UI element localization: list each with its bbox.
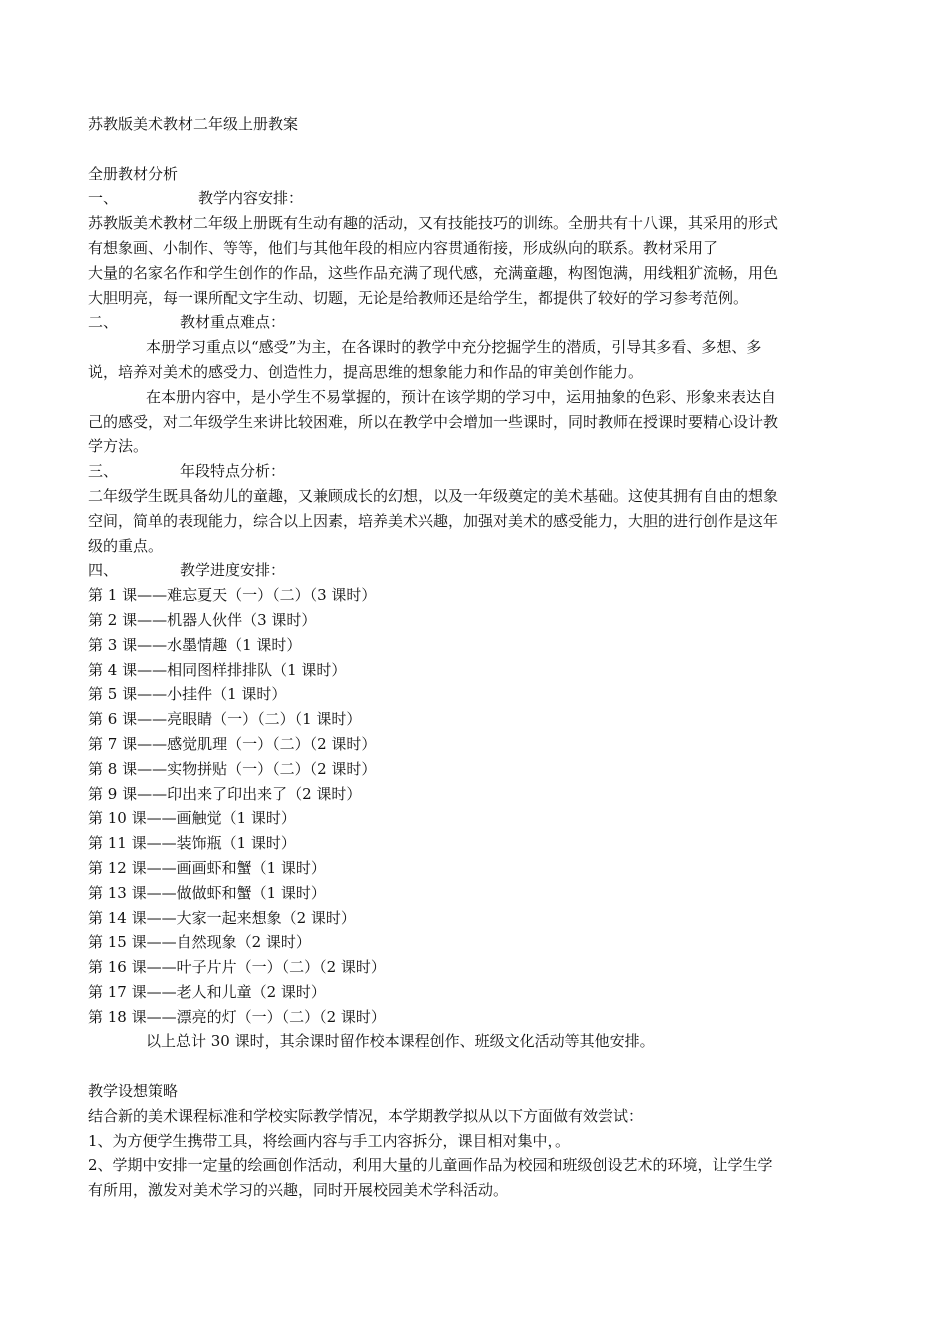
lesson-item: 第 14 课——大家一起来想象（2 课时） bbox=[88, 908, 356, 927]
section-1-text: 苏教版美术教材二年级上册既有生动有趣的活动，又有技能技巧的训练。全册共有十八课，其采用的形式 bbox=[88, 214, 779, 233]
lesson-item: 第 17 课——老人和儿童（2 课时） bbox=[88, 982, 326, 1001]
section-2-heading bbox=[88, 310, 864, 335]
strategy-heading: 教学设想策略 bbox=[88, 1082, 179, 1101]
section-2-paragraph-1: 本册学习重点以“感受”为主，在各课时的教学中充分挖掘学生的潜质，引导其多看、多想、多 bbox=[146, 338, 762, 357]
section-2-paragraph-2: 在本册内容中，是小学生不易掌握的，预计在该学期的学习中，运用抽象的色彩、形象来表达自 bbox=[146, 387, 777, 406]
lesson-item: 第 9 课——印出来了印出来了（2 课时） bbox=[88, 784, 362, 803]
lesson-item: 第 10 课——画触觉（1 课时） bbox=[88, 809, 296, 828]
section-3-number: 三、 bbox=[88, 462, 119, 481]
section-2-number: 二、 bbox=[88, 313, 119, 332]
strategy-item-2: 有所用，激发对美术学习的兴趣，同时开展校园美术学科活动。 bbox=[88, 1181, 509, 1200]
document-page bbox=[88, 112, 864, 1203]
lesson-item: 第 6 课——亮眼睛（一）（二）（1 课时） bbox=[88, 710, 362, 729]
lesson-list bbox=[88, 583, 864, 1029]
lesson-item: 第 3 课——水墨情趣（1 课时） bbox=[88, 635, 302, 654]
section-3-text: 二年级学生既具备幼儿的童趣，又兼顾成长的幻想，以及一年级奠定的美术基础。这使其拥有自由的想象 bbox=[88, 486, 779, 505]
lesson-item: 第 5 课——小挂件（1 课时） bbox=[88, 685, 287, 704]
spacer bbox=[88, 137, 864, 162]
section-4-number: 四、 bbox=[88, 561, 119, 580]
section-2-title: 教材重点难点： bbox=[180, 313, 286, 332]
section-4-heading bbox=[88, 558, 864, 583]
lesson-item: 第 16 课——叶子片片（一）（二）（2 课时） bbox=[88, 958, 386, 977]
section-3-title: 年段特点分析： bbox=[180, 462, 286, 481]
lesson-item: 第 13 课——做做虾和蟹（1 课时） bbox=[88, 883, 326, 902]
section-2-paragraph-1: 说，培养对美术的感受力、创造性力，提高思维的想象能力和作品的审美创作能力。 bbox=[88, 362, 644, 381]
lesson-item: 第 18 课——漂亮的灯（一）（二）（2 课时） bbox=[88, 1007, 386, 1026]
document-title: 苏教版美术教材二年级上册教案 bbox=[88, 115, 299, 133]
lesson-summary: 以上总计 30 课时，其余课时留作校本课程创作、班级文化活动等其他安排。 bbox=[146, 1032, 655, 1051]
lesson-item: 第 7 课——感觉肌理（一）（二）（2 课时） bbox=[88, 734, 377, 753]
section-1-number: 一、 bbox=[88, 189, 119, 208]
section-1-text: 大量的名家名作和学生创作的作品，这些作品充满了现代感，充满童趣，构图饱满，用线粗犷流畅，用色 bbox=[88, 263, 779, 282]
section-4-title: 教学进度安排： bbox=[180, 561, 286, 580]
lesson-item: 第 12 课——画画虾和蟹（1 课时） bbox=[88, 858, 326, 877]
section-1-text: 有想象画、小制作、等等，他们与其他年段的相应内容贯通衔接，形成纵向的联系。教材采用了 bbox=[88, 238, 719, 257]
lesson-item: 第 11 课——装饰瓶（1 课时） bbox=[88, 834, 296, 853]
analysis-heading: 全册教材分析 bbox=[88, 164, 179, 183]
strategy-item-1: 1、为方便学生携带工具，将绘画内容与手工内容拆分，课目相对集中，。 bbox=[88, 1131, 571, 1150]
section-3-text: 级的重点。 bbox=[88, 536, 164, 555]
lesson-item: 第 8 课——实物拼贴（一）（二）（2 课时） bbox=[88, 759, 377, 778]
section-2-paragraph-2: 己的感受，对二年级学生来讲比较困难，所以在教学中会增加一些课时，同时教师在授课时要精心设计教 bbox=[88, 412, 779, 431]
lesson-item: 第 15 课——自然现象（2 课时） bbox=[88, 933, 311, 952]
lesson-item: 第 1 课——难忘夏天（一）（二）（3 课时） bbox=[88, 586, 377, 605]
strategy-item-2: 2、学期中安排一定量的绘画创作活动，利用大量的儿童画作品为校园和班级创设艺术的环境，让学生学 bbox=[88, 1156, 773, 1175]
section-1-text: 大胆明亮，每一课所配文字生动、切题，无论是给教师还是给学生，都提供了较好的学习参考范例。 bbox=[88, 288, 749, 307]
lesson-item: 第 4 课——相同图样排排队（1 课时） bbox=[88, 660, 347, 679]
section-3-text: 空间，简单的表现能力，综合以上因素，培养美术兴趣，加强对美术的感受能力，大胆的进行创作是这年 bbox=[88, 511, 779, 530]
spacer bbox=[88, 1054, 864, 1079]
section-2-paragraph-2: 学方法。 bbox=[88, 437, 149, 456]
section-3-heading bbox=[88, 459, 864, 484]
section-1-heading bbox=[88, 186, 864, 211]
strategy-intro: 结合新的美术课程标准和学校实际教学情况，本学期教学拟从以下方面做有效尝试： bbox=[88, 1106, 644, 1125]
section-1-title: 教学内容安排： bbox=[198, 189, 304, 208]
lesson-item: 第 2 课——机器人伙伴（3 课时） bbox=[88, 610, 317, 629]
